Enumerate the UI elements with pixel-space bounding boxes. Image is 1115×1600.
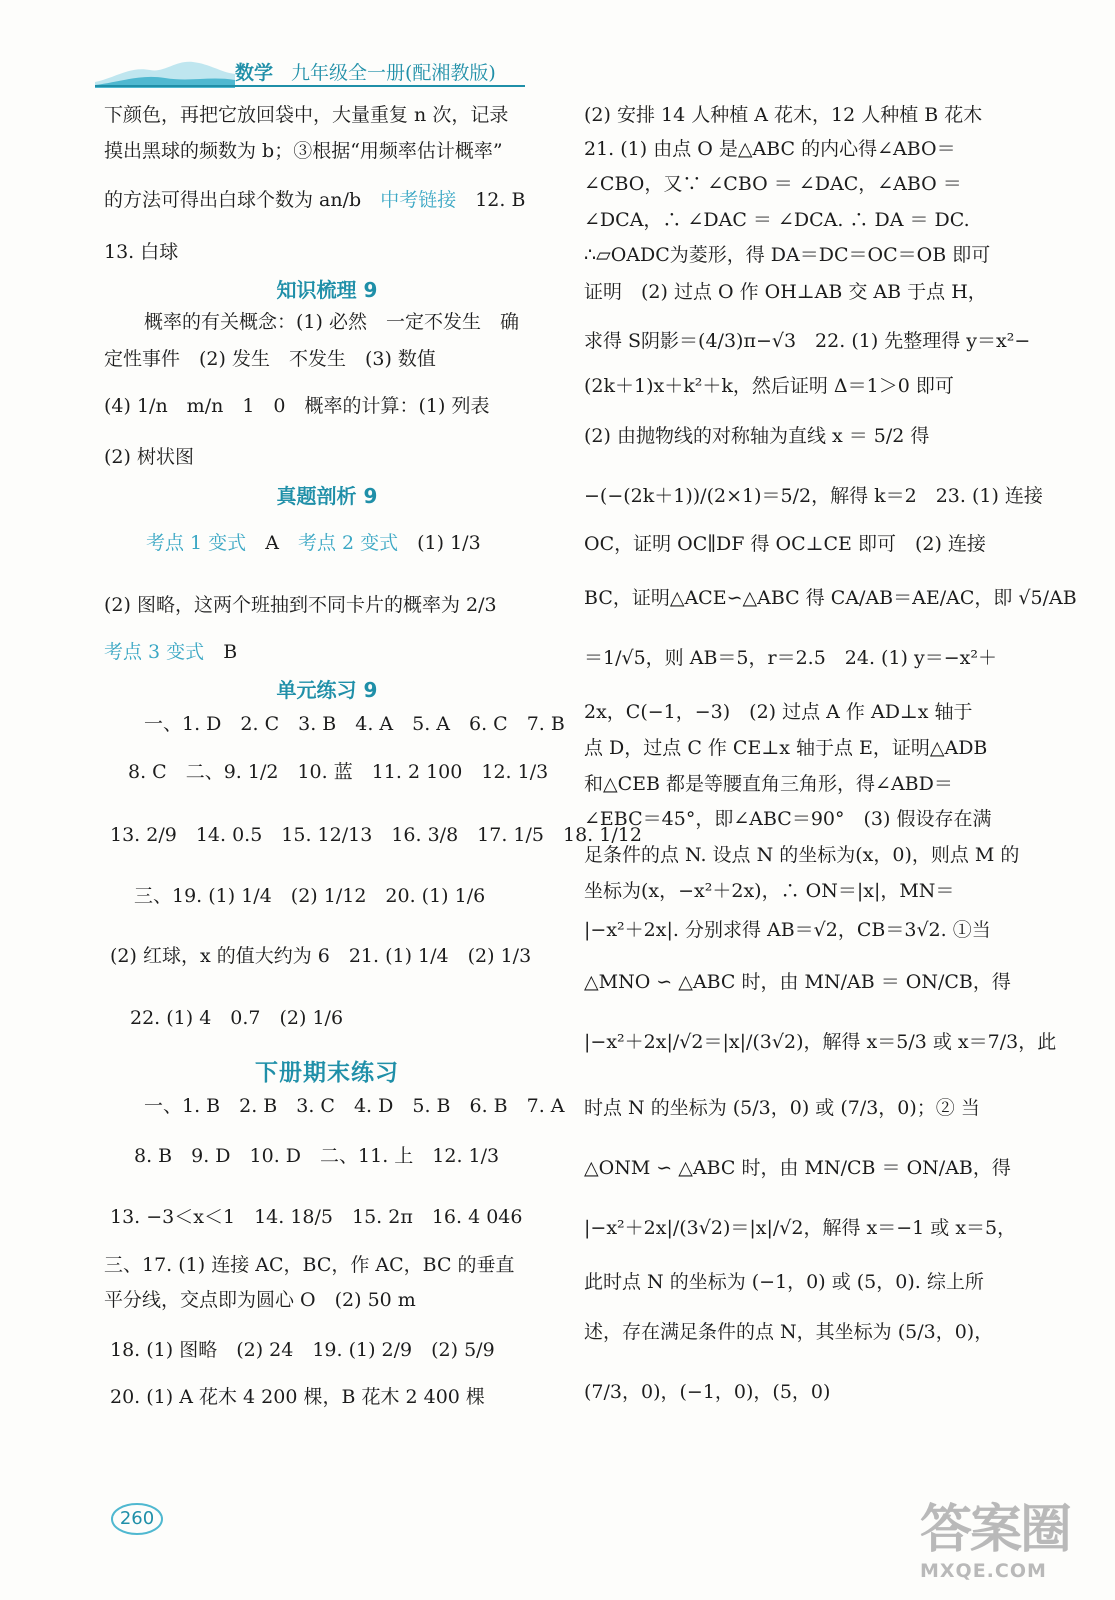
variant-label: 考点 3 变式	[104, 641, 205, 663]
text-line: 证明 (2) 过点 O 作 OH⊥AB 交 AB 于点 H，	[584, 281, 987, 303]
text-line: 三、19. (1) 1/4 (2) 1/12 20. (1) 1/6	[134, 885, 486, 907]
text-line: (2) 安排 14 人种植 A 花木，12 人种植 B 花木	[584, 104, 983, 126]
text-line: 概率的有关概念：(1) 必然 一定不发生 确	[144, 311, 519, 333]
text-line: 下颜色，再把它放回袋中，大量重复 n 次，记录	[104, 104, 509, 126]
variant-label: 考点 1 变式	[146, 532, 247, 554]
text-line: (2k＋1)x＋k²＋k，然后证明 Δ＝1＞0 即可	[584, 375, 954, 397]
text-line: (4) 1/n m/n 1 0 概率的计算：(1) 列表	[104, 395, 490, 417]
header-title	[235, 58, 496, 85]
text-line: (2) 由抛物线的对称轴为直线 x ＝ 5/2 得	[584, 425, 930, 447]
answer-text: 12. B	[475, 189, 526, 211]
text-line: 2x，C(−1，−3) (2) 过点 A 作 AD⊥x 轴于	[584, 701, 973, 723]
page-number	[110, 1502, 164, 1536]
text-line: 求得 S阴影＝(4/3)π−√3 22. (1) 先整理得 y＝x²−	[584, 330, 1031, 352]
text-line: 8. C 二、9. 1/2 10. 蓝 11. 2 100 12. 1/3	[128, 761, 549, 783]
page-number-text: 260	[119, 1508, 155, 1529]
text-line	[104, 188, 525, 212]
answer-text: B	[223, 641, 238, 663]
text-line: 时点 N 的坐标为 (5/3，0) 或 (7/3，0)；② 当	[584, 1097, 980, 1119]
text-line	[104, 640, 237, 664]
text-line: ∠DCA，∴ ∠DAC ＝ ∠DCA. ∴ DA ＝ DC.	[584, 209, 970, 231]
text-line: △MNO ∽ △ABC 时，由 MN/AB ＝ ON/CB，得	[584, 971, 1011, 993]
text-line: OC，证明 OC∥DF 得 OC⊥CE 即可 (2) 连接	[584, 533, 986, 555]
text-line: 和△CEB 都是等腰直角三角形，得∠ABD＝	[584, 773, 953, 795]
answer-text: A	[265, 532, 279, 554]
answer-text: (1) 1/3	[417, 532, 481, 554]
text-line: 13. 2/9 14. 0.5 15. 12/13 16. 3/8 17. 1/5 18. 1/12	[110, 824, 642, 846]
text-line: ∠EBC＝45°，即∠ABC＝90° (3) 假设存在满	[584, 808, 992, 830]
text-line: 8. B 9. D 10. D 二、11. 上 12. 1/3	[134, 1145, 500, 1167]
text-line: 一、1. B 2. B 3. C 4. D 5. B 6. B 7. A	[144, 1095, 565, 1117]
text-line: (2) 树状图	[104, 446, 194, 468]
text-line: 13. 白球	[104, 241, 179, 263]
text-line: (2) 红球，x 的值大约为 6 21. (1) 1/4 (2) 1/3	[110, 945, 532, 967]
header-subject: 数学	[235, 62, 274, 84]
text-line: 21. (1) 由点 O 是△ABC 的内心得∠ABO＝	[584, 138, 956, 160]
text-line: 18. (1) 图略 (2) 24 19. (1) 2/9 (2) 5/9	[110, 1339, 495, 1361]
text-line: |−x²＋2x|. 分别求得 AB＝√2，CB＝3√2. ①当	[584, 919, 991, 941]
watermark-url: MXQE.COM	[920, 1560, 1047, 1582]
section-title: 真题剖析 9	[276, 484, 378, 508]
section-title: 下册期末练习	[255, 1060, 399, 1086]
text-line: 述，存在满足条件的点 N，其坐标为 (5/3，0)，	[584, 1321, 994, 1343]
text-line: (2) 图略，这两个班抽到不同卡片的概率为 2/3	[104, 594, 497, 616]
text-line: ＝1/√5，则 AB＝5，r＝2.5 24. (1) y＝−x²＋	[584, 647, 997, 669]
text-line: △ONM ∽ △ABC 时，由 MN/CB ＝ ON/AB，得	[584, 1157, 1011, 1179]
text-line: 此时点 N 的坐标为 (−1，0) 或 (5，0). 综上所	[584, 1271, 984, 1293]
section-title: 知识梳理 9	[276, 278, 378, 302]
text-line: 摸出黑球的频数为 b；③根据“用频率估计概率”	[104, 140, 503, 162]
text-line: |−x²＋2x|/(3√2)＝|x|/√2，解得 x＝−1 或 x＝5，	[584, 1217, 1017, 1239]
watermark-logo: 答案圈	[920, 1500, 1071, 1560]
link-label: 中考链接	[380, 189, 457, 211]
text-line: ∠CBO，又∵ ∠CBO ＝ ∠DAC，∠ABO ＝	[584, 173, 962, 195]
text-line	[146, 531, 481, 555]
page-header	[95, 52, 525, 92]
text-line: 13. −3＜x＜1 14. 18/5 15. 2π 16. 4 046	[110, 1206, 523, 1228]
text-line: 坐标为(x，−x²＋2x)，∴ ON＝|x|，MN＝	[584, 880, 955, 902]
text-line: −(−(2k＋1))/(2×1)＝5/2，解得 k＝2 23. (1) 连接	[584, 485, 1043, 507]
text-line: 20. (1) A 花木 4 200 棵，B 花木 2 400 棵	[110, 1386, 485, 1408]
header-grade: 九年级全一册(配湘教版)	[291, 62, 496, 84]
text-line: |−x²＋2x|/√2＝|x|/(3√2)，解得 x＝5/3 或 x＝7/3，此	[584, 1031, 1057, 1053]
text-line: 一、1. D 2. C 3. B 4. A 5. A 6. C 7. B	[144, 713, 565, 735]
text-line: 点 D，过点 C 作 CE⊥x 轴于点 E，证明△ADB	[584, 737, 988, 759]
watermark	[920, 1500, 1100, 1595]
text-line: 定性事件 (2) 发生 不发生 (3) 数值	[104, 348, 436, 370]
text-line: 22. (1) 4 0.7 (2) 1/6	[130, 1007, 344, 1029]
text-line-content: 的方法可得出白球个数为 an/b	[104, 189, 362, 211]
text-line: (7/3，0)，(−1，0)，(5，0)	[584, 1381, 831, 1403]
text-line: ∴▱OADC为菱形，得 DA＝DC＝OC＝OB 即可	[584, 244, 991, 266]
text-line: 三、17. (1) 连接 AC，BC，作 AC，BC 的垂直	[104, 1254, 515, 1276]
variant-label: 考点 2 变式	[297, 532, 399, 554]
text-line: 平分线，交点即为圆心 O (2) 50 m	[104, 1289, 416, 1311]
text-line: BC，证明△ACE∽△ABC 得 CA/AB＝AE/AC，即 √5/AB	[584, 587, 1077, 609]
text-line: 足条件的点 N. 设点 N 的坐标为(x，0)，则点 M 的	[584, 844, 1020, 866]
section-title: 单元练习 9	[276, 678, 378, 702]
